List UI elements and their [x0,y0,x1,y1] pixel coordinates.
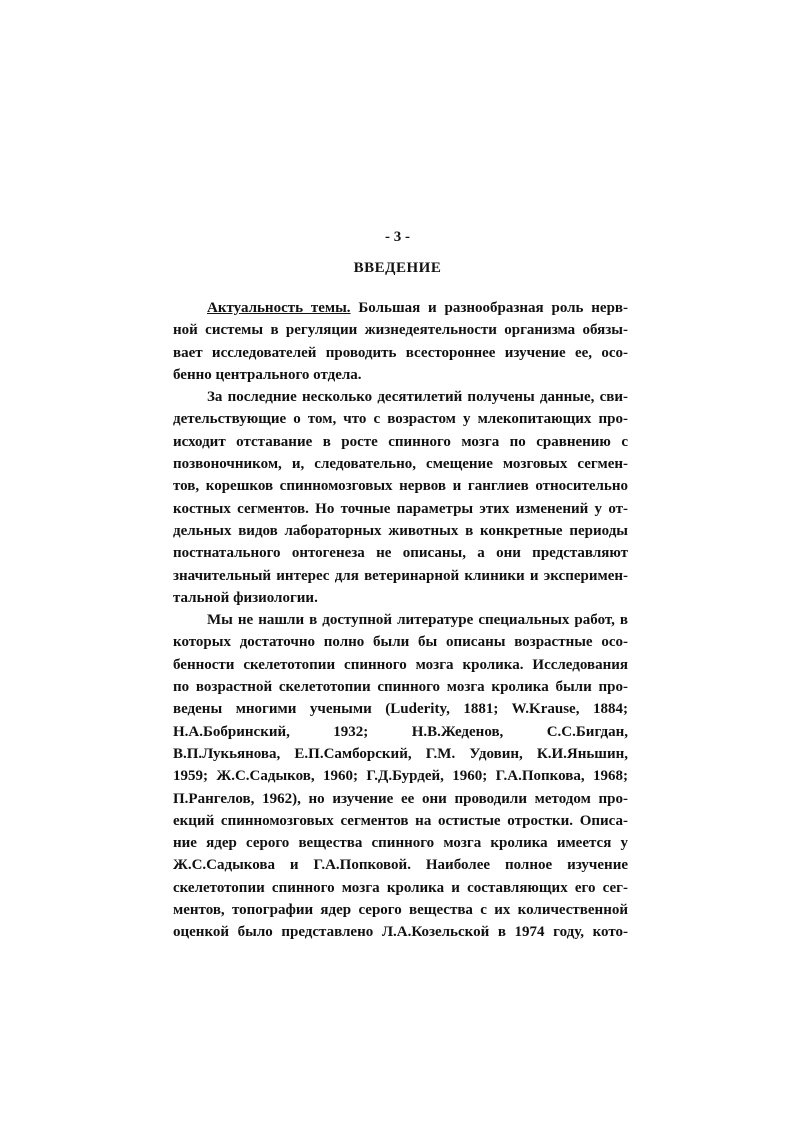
text-line: П.Рангелов, 1962), но изучение ее они проводили методом про- [173,790,628,807]
text-line: В.П.Лукьянова, Е.П.Самборский, Г.М. Удовин, К.И.Яньшин, [173,745,628,762]
text-line: бенности скелетотопии спинного мозга кролика. Исследования [173,656,628,673]
text-line: Мы не нашли в доступной литературе специальных работ, в [207,612,628,629]
text-line: которых достаточно полно были бы описаны возрастные осо- [173,634,628,651]
text-line: оценкой было представлено Л.А.Козельской в 1974 году, кото- [173,924,628,941]
text-line: ведены многими учеными (Luderity, 1881; W.Krause, 1884; [173,701,628,718]
text-line: 1959; Ж.С.Садыков, 1960; Г.Д.Бурдей, 1960; Г.А.Попкова, 1968; [173,768,628,785]
page-number: - 3 - [385,229,410,245]
text-line: тальной физиологии. [173,589,318,606]
text-line [173,297,628,319]
text-line: Ж.С.Садыкова и Г.А.Попковой. Наиболее полное изучение [173,857,628,874]
text-line: костных сегментов. Но точные параметры этих изменений у от- [173,500,628,517]
text-line: по возрастной скелетотопии спинного мозга кролика были про- [173,679,628,696]
text-line: ной системы в регуляции жизнедеятельности организма обязы- [173,322,628,339]
text-line: исходит отставание в росте спинного мозга по сравнению с [173,433,628,450]
text-line: За последние несколько десятилетий получены данные, сви- [207,389,628,406]
text-line: Н.А.Бобринский, 1932; Н.В.Жеденов, С.С.Бигдан, [173,723,628,740]
text-line: тов, корешков спинномозговых нервов и ганглиев относительно [173,478,628,495]
text-line: бенно центрального отдела. [173,366,362,383]
text-line: скелетотопии спинного мозга кролика и составляющих его сег- [173,879,628,896]
body-text [173,297,628,944]
text-line: ментов, топографии ядер серого вещества с их количественной [173,902,628,919]
text-line: позвоночником, и, следовательно, смещение мозговых сегмен- [173,456,628,473]
text-line: ние ядер серого вещества спинного мозга кролика имеется у [173,835,628,852]
text-line: екций спинномозговых сегментов на остистые отростки. Описа- [173,812,628,829]
text-line: значительный интерес для ветеринарной клиники и эксперимен- [173,567,628,584]
text-line: дельных видов лабораторных животных в конкретные периоды [173,522,628,539]
text-line: постнатального онтогенеза не описаны, а они представляют [173,545,628,562]
text-line-content: Большая и разнообразная роль нерв- [358,300,629,316]
text-line: вает исследователей проводить всестороннее изучение ее, осо- [173,344,628,361]
topic-relevance-label: Актуальность темы. [207,300,351,316]
text-line: детельствующие о том, что с возрастом у млекопитающих про- [173,411,628,428]
section-heading: ВВЕДЕНИЕ [353,260,442,276]
